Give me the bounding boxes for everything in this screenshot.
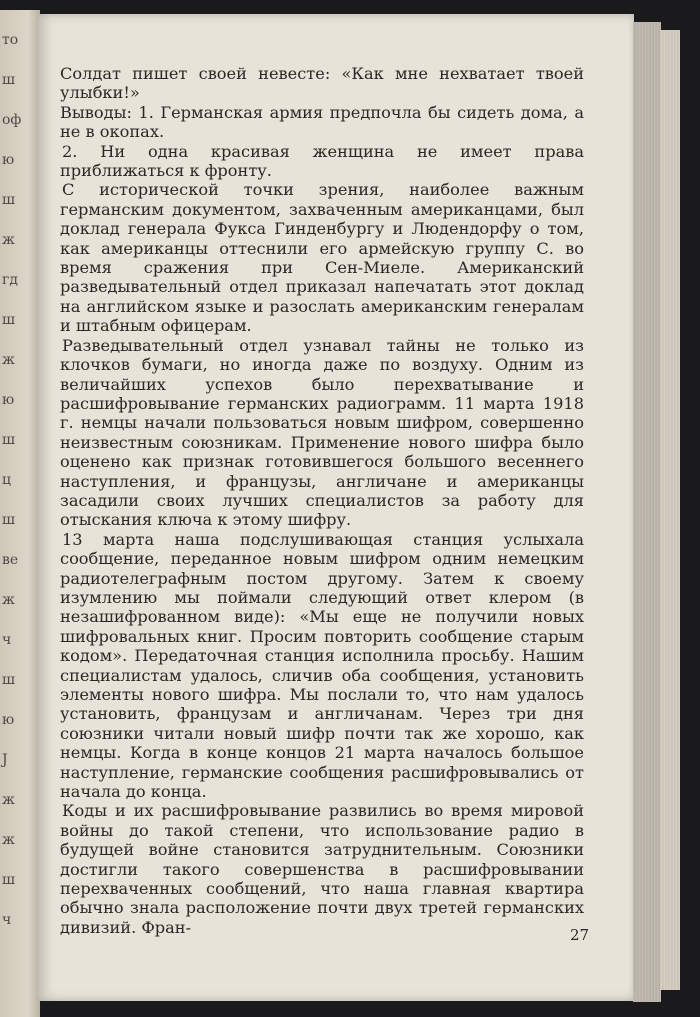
page-stack-edge: [633, 22, 661, 1002]
paragraph: Разведывательный отдел узнавал тайны не только из клочков бумаги, но иногда даже по воздуху. Одним из величайших успехов было перехватывание и расшифровывание германских радиограмм. 11 марта 1918 г. немцы начали пользоваться новым шифром, совершенно неизвестным союзникам. Применение нового шифра было оценено как признак готовившегося большого весеннего наступления, и французы, англичане и американцы засадили своих лучших специалистов за работу для отыскания ключа к этому шифру.: [60, 335, 584, 530]
adjacent-page-edge: [0, 10, 40, 1017]
book-page: [38, 14, 634, 1001]
cover-edge: [660, 30, 680, 990]
left-page-fragment: то: [2, 32, 19, 48]
paragraph: 13 марта наша подслушивающая станция услыхала сообщение, переданное новым шифром одним немецким радиотелеграфным постом другому. Затем к своему изумлению мы поймали следующий ответ клером (в незашифрованном виде): «Мы еще не получили новых шифровальных книг. Просим повторить сообщение старым кодом». Передаточная станция исполнила просьбу. Нашим специалистам удалось, сличив оба сообщения, установить элементы нового шифра. Мы послали то, что нам удалось установить, французам и англичанам. Через три дня союзники читали новый шифр почти так же хорошо, как немцы. Когда в конце концов 21 марта началось большое наступление, германские сообщения расшифровывались от начала до конца.: [60, 529, 584, 802]
left-page-fragment: ш: [2, 512, 16, 528]
left-page-fragment: оф: [2, 112, 22, 128]
paragraph: Коды и их расшифровывание развились во время мировой войны до такой степени, что использование радио в будущей войне становится затруднительным. Союзники достигли такого совершенства в расшифровывании перехваченных сообщений, что наша главная квартира обычно знала расположение почти двух третей германских дивизий. Фран-: [60, 801, 584, 937]
paragraph: С исторической точки зрения, наиболее важным германским документом, захваченным американцами, был доклад генерала Фукса Гинденбургу и Людендорфу о том, как американцы оттеснили его армейскую группу С. во время сражения при Сен-Миеле. Американский разведывательный отдел приказал напечатать этот доклад на английском языке и разослать американским генералам и штабным офицерам.: [60, 180, 584, 336]
page-text: [60, 64, 584, 937]
left-page-fragment: ц: [2, 472, 12, 488]
left-page-fragment: ж: [2, 832, 15, 848]
left-page-fragment: ш: [2, 72, 16, 88]
left-page-fragment: ж: [2, 232, 15, 248]
paragraph: Солдат пишет своей невесте: «Как мне нехватает твоей улыбки!»: [60, 64, 584, 103]
left-page-fragment: ю: [2, 392, 15, 408]
page-number: 27: [570, 926, 590, 944]
left-page-fragment: ш: [2, 192, 16, 208]
left-page-fragment: ч: [2, 912, 12, 928]
left-page-fragment: ш: [2, 672, 16, 688]
paragraph: Выводы: 1. Германская армия предпочла бы сидеть дома, а не в окопах.: [60, 102, 584, 142]
left-page-fragment: ч: [2, 632, 12, 648]
left-page-fragment: ве: [2, 552, 19, 568]
left-page-fragment: ш: [2, 432, 16, 448]
left-page-fragment: ш: [2, 312, 16, 328]
left-page-fragment: ж: [2, 352, 15, 368]
left-page-fragment: ш: [2, 872, 16, 888]
left-page-fragment: ж: [2, 792, 15, 808]
left-page-fragment: ю: [2, 712, 15, 728]
left-page-fragment: Ј: [2, 752, 8, 768]
left-page-fragment: ж: [2, 592, 15, 608]
paragraph: 2. Ни одна красивая женщина не имеет права приближаться к фронту.: [60, 141, 584, 181]
left-page-fragment: ю: [2, 152, 15, 168]
left-page-fragment: гд: [2, 272, 18, 288]
